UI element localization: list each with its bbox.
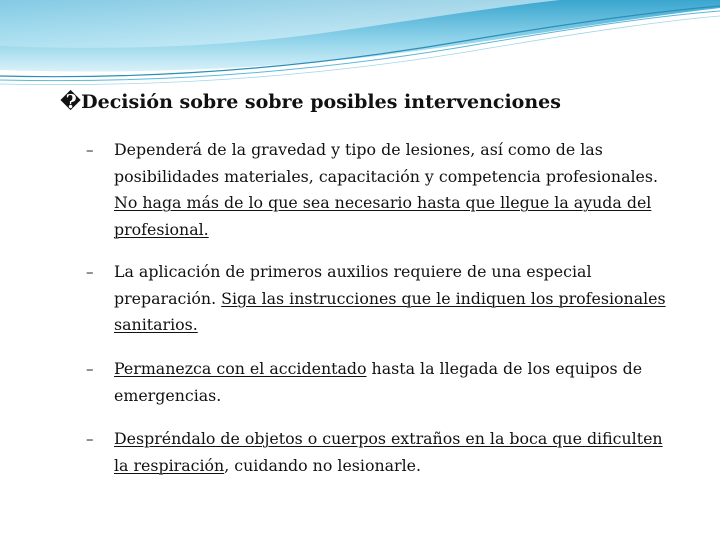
bullet-underlined-text: Permanezca con el accidentado [114,359,367,378]
bullet-plain-text: hasta la llegada de los equipos de emergencias. [114,359,643,405]
bullet-text [114,356,674,409]
bullet-dash: – [86,141,94,159]
bullet-plain-text: La aplicación de primeros auxilios requiere de una especial preparación. [114,262,592,308]
title-missing-glyph: � [60,91,82,113]
bullet-dash: – [86,263,94,281]
bullet-text [114,137,674,243]
bullet-dash: – [86,430,94,448]
bullet-underlined-text: No haga más de lo que sea necesario hasta que llegue la ayuda del profesional. [114,193,652,239]
bullet-dash: – [86,360,94,378]
bullet-underlined-text: Siga las instrucciones que le indiquen los profesionales sanitarios. [114,288,666,334]
title-text: Decisión sobre sobre posibles intervenciones [81,91,561,113]
bullet-text [114,426,674,479]
bullet-plain-text: Dependerá de la gravedad y tipo de lesiones, así como de las posibilidades materiales, capacitación y competencia profesionales. [114,140,659,186]
bullet-plain-text: , cuidando no lesionarle. [224,455,422,475]
bullet-underlined-text: Despréndalo de objetos o cuerpos extraños en la boca que dificulten la respiración [114,429,663,475]
bullet-text [114,259,674,339]
